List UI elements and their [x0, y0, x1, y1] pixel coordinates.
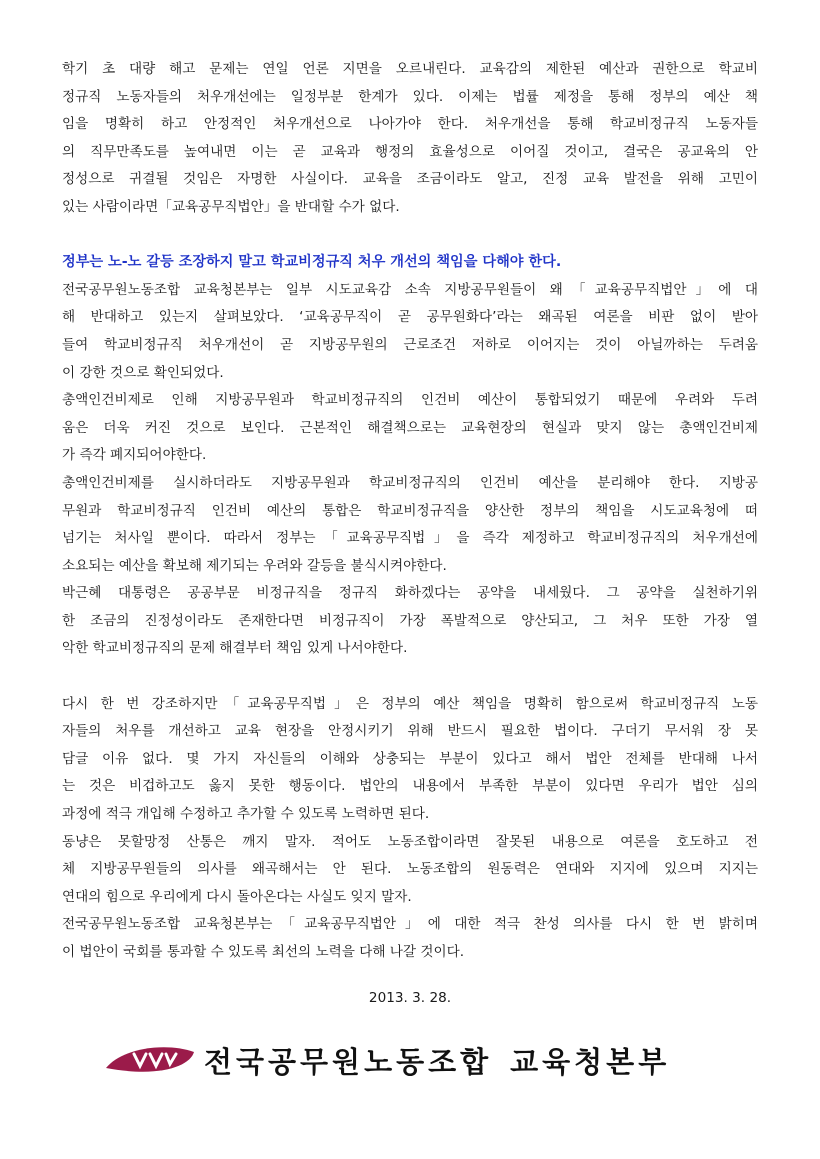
document-date: 2013. 3. 28. [368, 990, 452, 1006]
paragraph-2 [62, 277, 758, 387]
section-heading: 정부는 노-노 갈등 조장하지 말고 학교비정규직 처우 개선의 책임을 다해야 한다. [62, 254, 562, 271]
text-line: 가 즉각 폐지되어야한다. [62, 447, 207, 464]
text-line: 해 반대하고 있는지 살펴보았다. ‘교육공무직이 곧 공무원화다’라는 왜곡된 여론을 비판 없이 받아 [62, 309, 758, 326]
text-line: 박근혜 대통령은 공공부문 비정규직을 정규직 화하겠다는 공약을 내세웠다. 그 공약을 실천하기위 [62, 585, 758, 602]
paragraph-5 [62, 580, 758, 663]
text-line: 소요되는 예산을 확보해 제기되는 우려와 갈등을 불식시켜야한다. [62, 557, 447, 574]
paragraph-7 [62, 829, 758, 912]
text-line: 악한 학교비정규직의 문제 해결부터 책임 있게 나서야한다. [62, 640, 408, 657]
text-line: 무원과 학교비정규직 인건비 예산의 통합은 학교비정규직을 양산한 정부의 책임을 시도교육청에 떠 [62, 502, 758, 519]
organization-name-part2: 교육청본부 [510, 1045, 671, 1079]
text-line: 연대의 힘으로 우리에게 다시 돌아온다는 사실도 잊지 말자. [62, 888, 412, 905]
text-line: 정성으로 귀결될 것임은 자명한 사실이다. 교육을 조금이라도 알고, 진정 교육 발전을 위해 고민이 [62, 171, 758, 188]
text-line: 는 것은 비겁하고도 옳지 못한 행동이다. 법안의 내용에서 부족한 부분이 있다면 우리가 법안 심의 [62, 778, 758, 795]
organization-name-part1: 전국공무원노동조합 [204, 1045, 493, 1079]
text-line: 이 법안이 국회를 통과할 수 있도록 최선의 노력을 다해 나갈 것이다. [62, 944, 465, 960]
paragraph-8 [62, 911, 758, 966]
text-line: 동냥은 못할망정 산통은 깨지 말자. 적어도 노동조합이라면 잘못된 내용으로 여론을 호도하고 전 [62, 833, 758, 850]
paragraph-6 [62, 691, 758, 829]
text-line: 들여 학교비정규직 처우개선이 곧 지방공무원의 근로조건 저하로 이어지는 것이 아닐까하는 두려움 [62, 336, 758, 353]
text-line: 의 직무만족도를 높여내면 이는 곧 교육과 행정의 효율성으로 이어질 것이고, 결국은 공교육의 안 [62, 143, 758, 160]
paragraph-spacer [62, 663, 758, 691]
text-line: 자들의 처우를 개선하고 교육 현장을 안정시키기 위해 반드시 필요한 법이다. 구더기 무서워 장 못 [62, 723, 758, 740]
text-line: 있는 사람이라면「교육공무직법안」을 반대할 수가 없다. [62, 198, 400, 215]
text-line: 체 지방공무원들의 의사를 왜곡해서는 안 된다. 노동조합의 원동력은 연대와 지지에 있으며 지지는 [62, 861, 758, 878]
paragraph-3 [62, 387, 758, 470]
text-line: 총액인건비제로 인해 지방공무원과 학교비정규직의 인건비 예산이 통합되었기 때문에 우려와 두려 [62, 392, 758, 409]
text-line: 과정에 적극 개입해 수정하고 추가할 수 있도록 노력하면 된다. [62, 806, 430, 823]
text-line: 전국공무원노동조합 교육청본부는 일부 시도교육감 소속 지방공무원들이 왜「교육공무직법안」에 대 [62, 281, 758, 298]
document-body [62, 56, 758, 967]
text-line: 다시 한 번 강조하지만「교육공무직법」은 정부의 예산 책임을 명확히 함으로써 학교비정규직 노동 [62, 695, 758, 712]
text-line: 정규직 노동자들의 처우개선에는 일정부분 한계가 있다. 이제는 법률 제정을 통해 정부의 예산 책 [62, 88, 758, 105]
union-logo-icon [104, 1044, 196, 1078]
text-line: 한 조금의 진정성이라도 존재한다면 비정규직이 가장 폭발적으로 양산되고, 그 처우 또한 가장 열 [62, 612, 758, 629]
text-line: 움은 더욱 커진 것으로 보인다. 근본적인 해결책으로는 교육현장의 현실과 맞지 않는 총액인건비제 [62, 419, 758, 436]
text-line: 이 강한 것으로 확인되었다. [62, 364, 224, 381]
paragraph-4 [62, 470, 758, 580]
organization-name [204, 1042, 670, 1082]
paragraph-1 [62, 56, 758, 222]
text-line: 넘기는 처사일 뿐이다. 따라서 정부는「교육공무직법」을 즉각 제정하고 학교비정규직의 처우개선에 [62, 530, 758, 547]
text-line: 전국공무원노동조합 교육청본부는「교육공무직법안」에 대한 적극 찬성 의사를 다시 한 번 밝히며 [62, 916, 758, 933]
text-line: 임을 명확히 하고 안정적인 처우개선으로 나아가야 한다. 처우개선을 통해 학교비정규직 노동자들 [62, 116, 758, 133]
text-line: 학기 초 대량 해고 문제는 연일 언론 지면을 오르내린다. 교육감의 제한된 예산과 권한으로 학교비 [62, 61, 758, 77]
footer-signature [104, 1042, 704, 1082]
text-line: 총액인건비제를 실시하더라도 지방공무원과 학교비정규직의 인건비 예산을 분리해야 한다. 지방공 [62, 474, 758, 491]
paragraph-spacer [62, 222, 758, 250]
text-line: 담글 이유 없다. 몇 가지 자신들의 이해와 상충되는 부분이 있다고 해서 법안 전체를 반대해 나서 [62, 750, 758, 767]
